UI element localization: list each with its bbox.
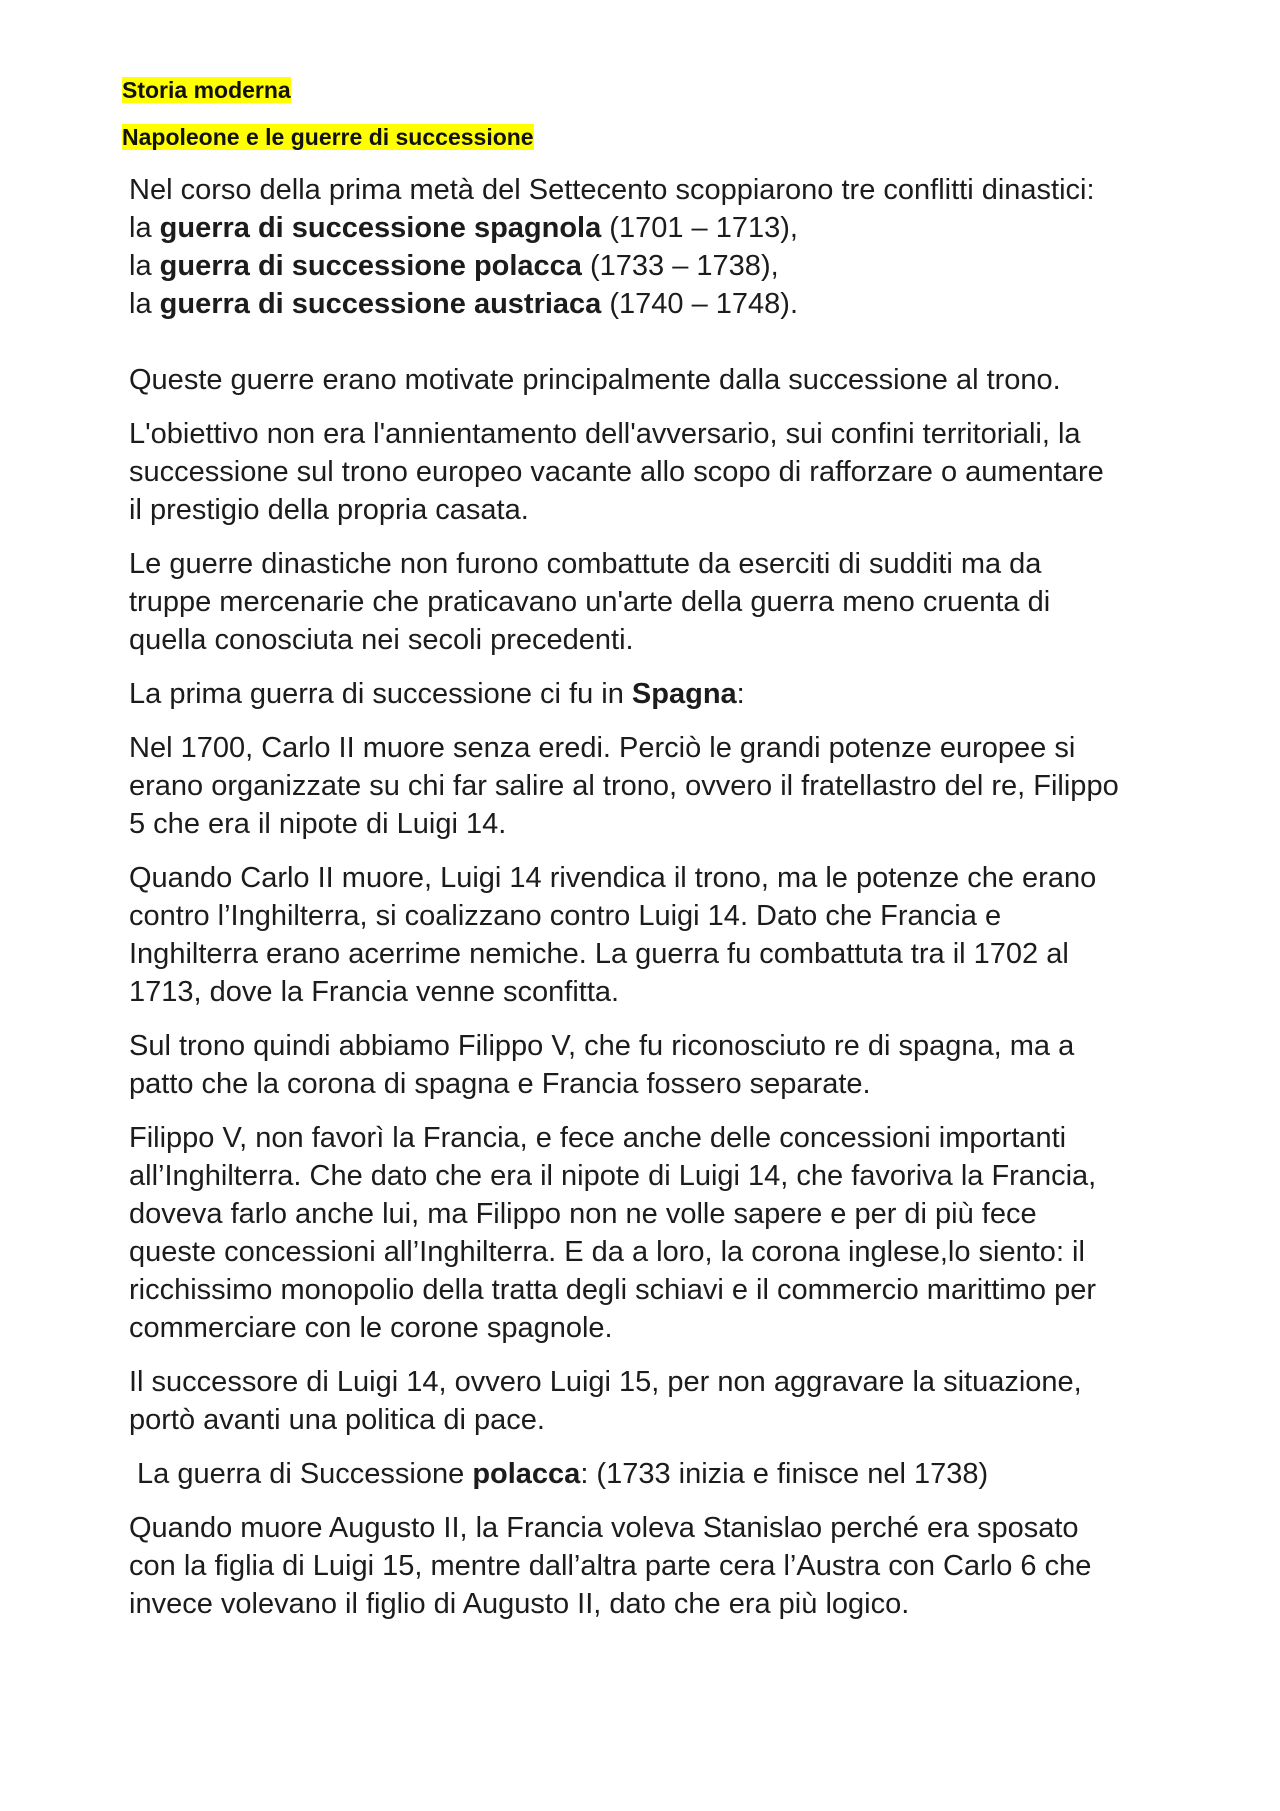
subject-heading-text: Storia moderna [122,77,291,103]
text-line: ricchissimo monopolio della tratta degli schiavi e il commercio marittimo per [129,1274,1097,1306]
war-line-polish [129,247,1169,285]
war-name: guerra di successione spagnola [159,212,602,244]
paragraph-spain-intro [129,675,1169,713]
text-fragment: La guerra di Successione [137,1458,473,1490]
text-line: queste concessioni all’Inghilterra. E da a loro, la corona inglese,lo siento: il [129,1236,1085,1268]
paragraph-filippo-v [129,1027,1169,1103]
text-line: Il successore di Luigi 14, ovvero Luigi 15, per non aggravare la situazione, [129,1366,1082,1398]
text-line: L'obiettivo non era l'annientamento dell'avversario, sui confini territoriali, la [129,418,1081,450]
intro-line: Nel corso della prima metà del Settecento scoppiarono tre conflitti dinastici: [129,174,1095,206]
text-line: truppe mercenarie che praticavano un'arte della guerra meno cruenta di [129,586,1051,618]
war-pre: la [129,288,160,320]
text-line: erano organizzate su chi far salire al trono, ovvero il fratellastro del re, Filippo [129,770,1119,802]
text-line: commerciare con le corone spagnole. [129,1312,613,1344]
document-body [129,171,1169,1639]
intro-paragraph [129,171,1169,323]
text-line: Quando Carlo II muore, Luigi 14 rivendica il trono, ma le potenze che erano [129,862,1097,894]
text-line: portò avanti una politica di pace. [129,1404,545,1436]
text-line: 1713, dove la Francia venne sconfitta. [129,976,620,1008]
text-line: invece volevano il figlio di Augusto II, dato che era più logico. [129,1588,910,1620]
war-dates: (1740 – 1748). [601,288,798,320]
war-line-austrian [129,285,1169,323]
war-name: guerra di successione austriaca [159,288,602,320]
text-line: Le guerre dinastiche non furono combattute da eserciti di sudditi ma da [129,548,1042,580]
war-dates: (1701 – 1713), [601,212,798,244]
text-line: Filippo V, non favorì la Francia, e fece anche delle concessioni importanti [129,1122,1067,1154]
paragraph-luigi-15 [129,1363,1169,1439]
paragraph-objective [129,415,1169,529]
bold-spagna: Spagna [631,678,737,710]
text-line: quella conosciuta nei secoli precedenti. [129,624,634,656]
war-pre: la [129,212,160,244]
subject-heading [121,75,292,105]
war-dates: (1733 – 1738), [581,250,779,282]
text-line: patto che la corona di spagna e Francia fossero separate. [129,1068,871,1100]
text-fragment: La prima guerra di successione ci fu in [129,678,632,710]
text-line: Inghilterra erano acerrime nemiche. La guerra fu combattuta tra il 1702 al [129,938,1069,970]
bold-polacca: polacca [472,1458,581,1490]
text-line: all’Inghilterra. Che dato che era il nipote di Luigi 14, che favoriva la Francia, [129,1160,1097,1192]
text-line: contro l’Inghilterra, si coalizzano contro Luigi 14. Dato che Francia e [129,900,1002,932]
paragraph-polish-war [129,1455,1169,1493]
text-line: Quando muore Augusto II, la Francia voleva Stanislao perché era sposato [129,1512,1079,1544]
text-fragment: : [736,678,745,710]
war-name: guerra di successione polacca [159,250,582,282]
text-line: doveva farlo anche lui, ma Filippo non ne volle sapere e per di più fece [129,1198,1037,1230]
war-line-spanish [129,209,1169,247]
paragraph-mercenaries [129,545,1169,659]
topic-heading [121,122,535,152]
paragraph-augusto-ii [129,1509,1169,1623]
text-line: successione sul trono europeo vacante allo scopo di rafforzare o aumentare [129,456,1104,488]
paragraph-carlo-ii [129,729,1169,843]
paragraph-concessions [129,1119,1169,1347]
text-fragment: : (1733 inizia e finisce nel 1738) [580,1458,989,1490]
paragraph-motivation: Queste guerre erano motivate principalmente dalla successione al trono. [129,364,1061,396]
war-pre: la [129,250,160,282]
text-line: con la figlia di Luigi 15, mentre dall’altra parte cera l’Austra con Carlo 6 che [129,1550,1092,1582]
text-line: il prestigio della propria casata. [129,494,529,526]
text-line: 5 che era il nipote di Luigi 14. [129,808,507,840]
text-line: Nel 1700, Carlo II muore senza eredi. Perciò le grandi potenze europee si [129,732,1076,764]
topic-heading-text: Napoleone e le guerre di successione [122,124,534,150]
text-line: Sul trono quindi abbiamo Filippo V, che fu riconosciuto re di spagna, ma a [129,1030,1075,1062]
paragraph-luigi-14 [129,859,1169,1011]
